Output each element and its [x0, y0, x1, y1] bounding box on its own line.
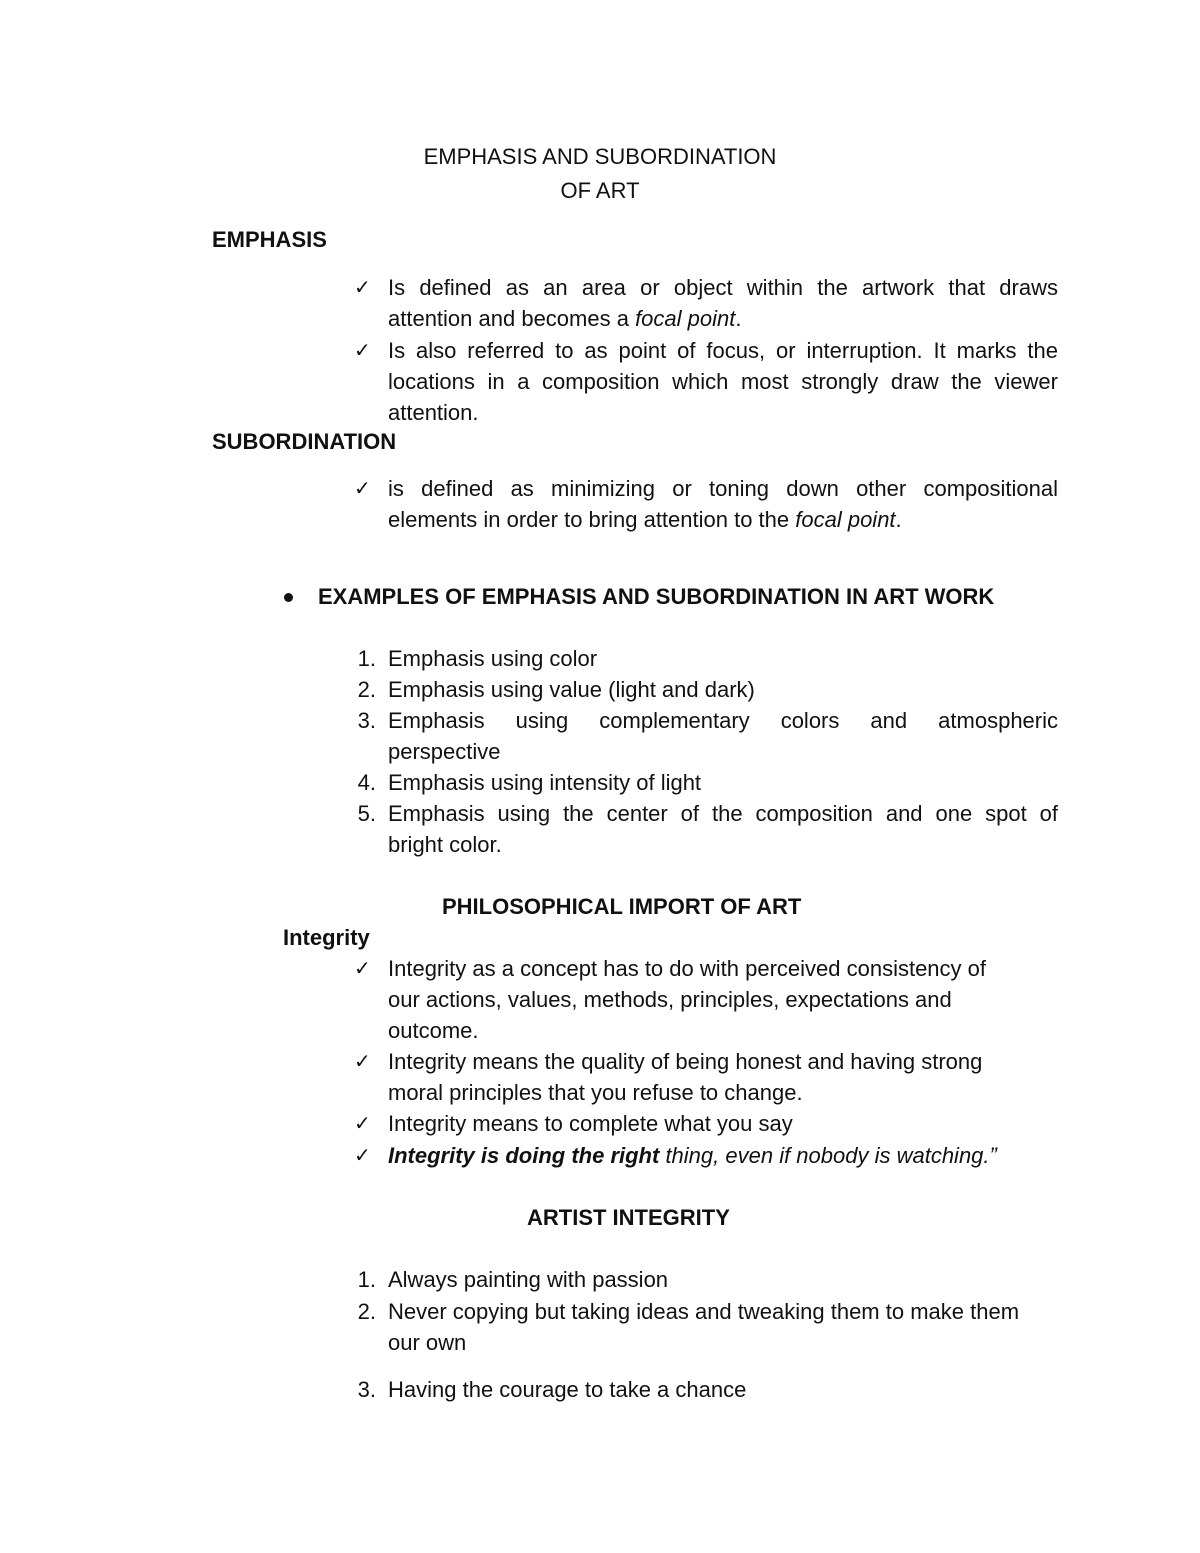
- integrity-subheading: Integrity: [283, 925, 370, 950]
- integrity-item-4-quote: Integrity is doing the right thing, even if nobody is watching.”: [388, 1143, 997, 1168]
- checkmark-icon: ✓: [354, 275, 371, 299]
- list-item-text: Emphasis using intensity of light: [388, 770, 702, 795]
- list-item-text: Always painting with passion: [388, 1267, 669, 1292]
- doc-title-line2: OF ART: [560, 178, 640, 203]
- integrity-item-1-line2: our actions, values, methods, principles, expectations and: [388, 987, 952, 1012]
- list-number: 5.: [357, 801, 376, 826]
- examples-heading: EXAMPLES OF EMPHASIS AND SUBORDINATION IN ART WORK: [318, 584, 995, 609]
- artist-integrity-heading: ARTIST INTEGRITY: [527, 1205, 730, 1230]
- checkmark-icon: ✓: [354, 1111, 371, 1135]
- subordination-item-1-line2: elements in order to bring attention to the focal point.: [388, 507, 902, 532]
- emphasis-heading: EMPHASIS: [212, 227, 327, 252]
- emphasis-item-2-line2: locations in a composition which most strongly draw the viewer: [388, 369, 1058, 394]
- list-number: 2.: [357, 1299, 376, 1324]
- list-item-text-cont: our own: [388, 1330, 467, 1355]
- list-item-text: Having the courage to take a chance: [388, 1377, 747, 1402]
- checkmark-icon: ✓: [354, 1143, 371, 1167]
- list-item-text-cont: bright color.: [388, 832, 502, 857]
- subordination-heading: SUBORDINATION: [212, 429, 397, 454]
- list-item-text: Emphasis using value (light and dark): [388, 677, 755, 702]
- emphasis-item-2-line1: Is also referred to as point of focus, or interruption. It marks the: [388, 338, 1058, 363]
- list-item-text: Emphasis using the center of the composition and one spot of: [388, 801, 1058, 826]
- doc-title-line1: EMPHASIS AND SUBORDINATION: [423, 144, 777, 169]
- list-number: 1.: [357, 1267, 376, 1292]
- list-number: 1.: [357, 646, 376, 671]
- integrity-item-1-line1: Integrity as a concept has to do with perceived consistency of: [388, 956, 986, 981]
- subordination-item-1-line1: is defined as minimizing or toning down other compositional: [388, 476, 1058, 501]
- checkmark-icon: ✓: [354, 476, 371, 500]
- integrity-item-3-line1: Integrity means to complete what you say: [388, 1111, 793, 1136]
- list-item-text: Emphasis using complementary colors and atmospheric: [388, 708, 1058, 733]
- list-item-text-cont: perspective: [388, 739, 501, 764]
- list-number: 4.: [357, 770, 376, 795]
- bullet-icon: [284, 593, 293, 602]
- emphasis-item-2-line3: attention.: [388, 400, 479, 425]
- checkmark-icon: ✓: [354, 956, 371, 980]
- emphasis-item-1-line1: Is defined as an area or object within the artwork that draws: [388, 275, 1058, 300]
- emphasis-item-1-line2: attention and becomes a focal point.: [388, 306, 742, 331]
- list-number: 2.: [357, 677, 376, 702]
- philosophical-heading: PHILOSOPHICAL IMPORT OF ART: [442, 894, 802, 919]
- list-item-text: Never copying but taking ideas and tweaking them to make them: [388, 1299, 1020, 1324]
- integrity-item-1-line3: outcome.: [388, 1018, 479, 1043]
- checkmark-icon: ✓: [354, 338, 371, 362]
- integrity-item-2-line1: Integrity means the quality of being honest and having strong: [388, 1049, 983, 1074]
- list-item-text: Emphasis using color: [388, 646, 598, 671]
- integrity-item-2-line2: moral principles that you refuse to change.: [388, 1080, 803, 1105]
- checkmark-icon: ✓: [354, 1049, 371, 1073]
- list-number: 3.: [357, 708, 376, 733]
- list-number: 3.: [357, 1377, 376, 1402]
